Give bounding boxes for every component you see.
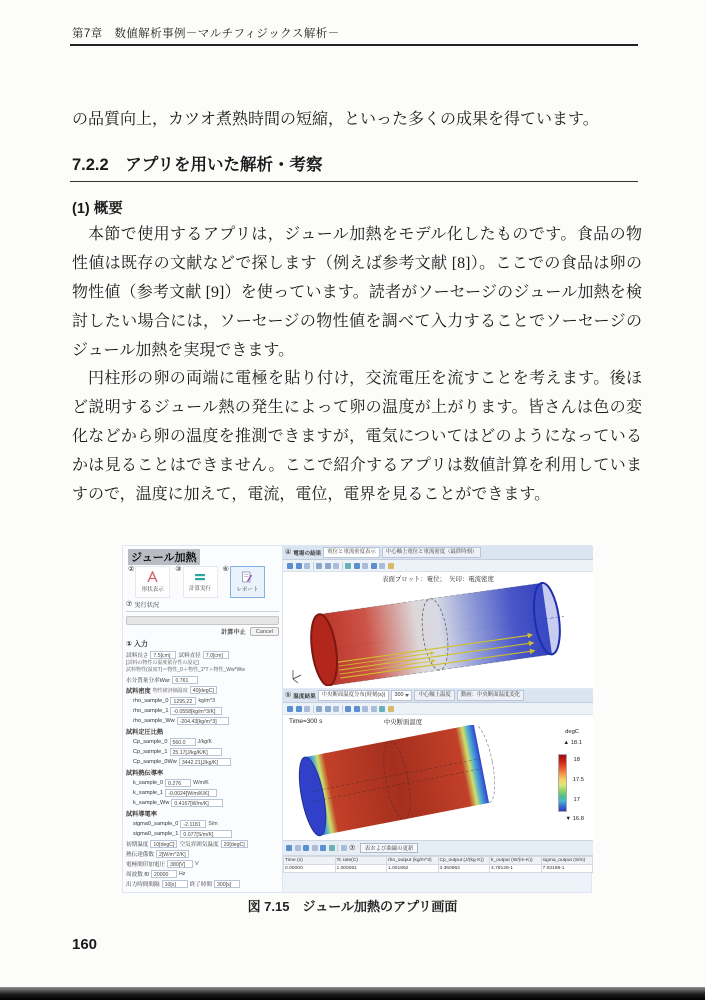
annotation-4: ④ xyxy=(285,548,292,556)
temperature-tabbar xyxy=(283,689,593,703)
air-temp-field[interactable]: 20[degC] xyxy=(221,840,248,848)
settings-icon[interactable] xyxy=(329,845,335,851)
cp1-label: Cp_sample_1 xyxy=(133,748,168,755)
annotation-7: ⑦ xyxy=(126,600,133,608)
time-dropdown-value: 300 xyxy=(394,692,404,698)
annotation-6: ⑥ xyxy=(222,565,229,573)
annotation-1: ① xyxy=(126,639,132,648)
results-header-row xyxy=(284,857,593,865)
conductivity-title: 試料熱伝導率 xyxy=(126,769,164,777)
rotate-icon[interactable] xyxy=(325,706,331,712)
electrical-heading-row xyxy=(126,809,279,818)
figure-caption: 図 7.15 ジュール加熱のアプリ画面 xyxy=(247,899,458,914)
report-button-label: レポート xyxy=(236,587,259,593)
report-button[interactable] xyxy=(230,566,265,598)
rho1-label: rho_sample_1 xyxy=(133,707,169,714)
intro-line: の品質向上，カツオ煮熟時間の短縮，といった多くの成果を得ています。 xyxy=(72,111,599,128)
progress-bar xyxy=(126,616,279,625)
annotation-3: ③ xyxy=(175,565,182,573)
init-temp-label: 初期温度 xyxy=(126,841,149,848)
app-ribbon xyxy=(128,566,279,598)
geometry-icon xyxy=(146,571,159,583)
sigma0-unit: S/m xyxy=(208,820,218,827)
table-icon[interactable] xyxy=(286,845,292,851)
colorbar-tick: 17 xyxy=(573,797,580,803)
results-data-row xyxy=(284,865,593,873)
section-heading: 7.2.2 アプリを用いた解析・考察 xyxy=(72,156,323,174)
cell-time: 0.00000 xyxy=(284,865,336,873)
zoom-extents-icon[interactable] xyxy=(304,706,310,712)
cell-cp-output: 3.360963 xyxy=(438,865,490,873)
paragraph-1: 本節で使用するアプリは，ジュール加熱をモデル化したものです。食品の物性値は既存の文献などで探します（例えば参考文献 [8]）。ここでの食品は卵の物性値（参考文献 [9]）を使っています。読者がソーセージのジュール加熱を検討したい場合には，ソーセージの物性値を調べて入力することでソーセージのジュール加熱を実現できます。 xyxy=(72,226,642,359)
sample-length-field[interactable]: 7.5[cm] xyxy=(150,651,176,659)
time-row xyxy=(126,880,279,888)
kWw-label: k_sample_Ww xyxy=(133,799,170,806)
field-tabbar xyxy=(283,546,593,560)
temperature-group-label: 温度結果 xyxy=(293,693,316,700)
view-select-icon[interactable] xyxy=(354,563,360,569)
cpWw-field[interactable]: 3442.21[J/kg/K] xyxy=(179,758,231,766)
specific-heat-title: 試料定圧比熱 xyxy=(126,728,164,736)
k0-field[interactable]: 0.276 xyxy=(165,779,191,787)
subsection-heading: (1) 概要 xyxy=(72,201,123,217)
annotation-2: ② xyxy=(128,565,135,573)
cell-tc-rate: 1.000061 xyxy=(335,865,387,873)
go-to-view-icon[interactable] xyxy=(333,563,339,569)
moisture-row xyxy=(126,676,279,684)
conductivity-row xyxy=(133,779,279,787)
k0-label: k_sample_0 xyxy=(133,779,164,786)
density-heading-row xyxy=(126,686,279,695)
sample-diameter-field[interactable]: 7.0[cm] xyxy=(203,651,229,659)
results-toolbar xyxy=(283,840,593,856)
section-rule xyxy=(70,181,638,182)
print-icon[interactable] xyxy=(371,563,377,569)
zoom-out-icon[interactable] xyxy=(296,706,302,712)
conductivity-row xyxy=(133,789,279,797)
tab-axis-temperature[interactable]: 中心軸上温度 xyxy=(414,690,454,701)
image-export-icon[interactable] xyxy=(388,706,394,712)
app-right-panel xyxy=(283,546,593,892)
property-note-2: 試料物性(温度T)＝物性_0＋物性_1*T＋物性_Ww*Ww xyxy=(126,667,245,674)
specific-heat-row xyxy=(133,758,279,766)
annotation-5: ⑤ xyxy=(285,691,292,699)
cp0-field[interactable]: 560.0 xyxy=(170,738,196,746)
sigma0-field[interactable]: -2.1181 xyxy=(180,820,206,828)
copy-icon[interactable] xyxy=(295,845,301,851)
specific-heat-row xyxy=(133,738,279,746)
results-table xyxy=(283,856,593,873)
frequency-field[interactable]: 20000 xyxy=(151,870,177,878)
rhoWw-field[interactable]: -204.43[kg/m^3] xyxy=(177,717,229,725)
cp0-unit: J/kg/K xyxy=(197,738,212,745)
rhoWw-label: rho_sample_Ww xyxy=(133,717,175,724)
colorbar-min: ▼ 16.8 xyxy=(565,816,584,822)
htc-label: 熱伝達係数 xyxy=(126,851,154,858)
cp1-field[interactable]: 25.17[J/kg/K/K] xyxy=(170,748,222,756)
temperature-plot xyxy=(283,715,593,840)
compute-icon xyxy=(194,572,206,582)
htc-field[interactable]: 2[W/m^2/K] xyxy=(156,850,189,858)
annotation-7b: ⑦ xyxy=(349,843,356,852)
zoom-in-icon[interactable] xyxy=(287,563,293,569)
specific-heat-heading-row xyxy=(126,727,279,736)
cancel-text: 計算中止 xyxy=(221,629,246,636)
electrical-title: 試料導電率 xyxy=(126,810,157,818)
cell-rho-output: 1.001862 xyxy=(387,865,439,873)
compute-button-label: 計算実行 xyxy=(189,586,212,592)
frequency-row xyxy=(126,870,279,878)
compute-button[interactable] xyxy=(183,566,218,598)
cpWw-label: Cp_sample_0Ww xyxy=(133,758,177,765)
input-section-title: 入力 xyxy=(133,641,148,648)
moisture-field[interactable]: 0.761 xyxy=(172,676,198,684)
zoom-extents-icon[interactable] xyxy=(304,563,310,569)
cell-sigma-output: 7.03198-1 xyxy=(541,865,593,873)
temperature-plot-title: 中央断面温度 xyxy=(383,719,423,726)
app-left-panel xyxy=(123,546,283,892)
tab-axis-potential[interactable]: 中心軸上電位と電流密度（最終時刻） xyxy=(382,547,482,558)
col-cp-output[interactable]: Cp_output (J/(kg·K)) xyxy=(438,857,490,865)
refresh-icon[interactable] xyxy=(341,845,347,851)
end-time-field[interactable]: 300[s] xyxy=(214,880,240,888)
temperature-cylinder-graphic xyxy=(287,725,527,837)
pan-icon[interactable] xyxy=(316,706,322,712)
voltage-row xyxy=(126,860,279,868)
sample-size-row xyxy=(126,651,279,659)
density-row xyxy=(133,697,279,705)
precision-icon[interactable] xyxy=(312,845,318,851)
scan-edge xyxy=(0,987,705,1000)
stop-icon[interactable] xyxy=(354,706,360,712)
toolbar-separator xyxy=(342,705,343,713)
sample-length-label: 試料長さ xyxy=(126,653,149,659)
sort-icon[interactable] xyxy=(303,845,309,851)
colorbar xyxy=(558,754,567,812)
rho0-unit: kg/m^3 xyxy=(198,697,216,704)
density-title: 試料密度 xyxy=(126,687,151,695)
time-label: Time=300 s xyxy=(289,718,323,725)
frame-back-icon[interactable] xyxy=(362,706,368,712)
colorbar-max: ▲ 18.1 xyxy=(563,740,582,746)
scene-light-icon[interactable] xyxy=(345,563,351,569)
tab-potential-current[interactable]: 電位と電流密度表示 xyxy=(323,547,380,558)
htc-row xyxy=(126,850,279,858)
field-group-label: 電場の結果 xyxy=(293,550,322,557)
toolbar-separator xyxy=(313,562,314,570)
zoom-out-icon[interactable] xyxy=(296,563,302,569)
header-rule xyxy=(70,44,638,46)
tab-midplane-temperature[interactable]: 中央断面温度分布(時刻(s)) xyxy=(318,690,390,701)
col-k-output[interactable]: k_output (W/(m·K)) xyxy=(490,857,542,865)
rotate-icon[interactable] xyxy=(325,563,331,569)
density-eval-field[interactable]: 40[degC] xyxy=(190,686,217,694)
electrical-row xyxy=(133,820,279,828)
voltage-unit: V xyxy=(195,860,199,867)
cancel-row xyxy=(126,627,279,636)
end-time-label: 終了時間 xyxy=(189,881,212,888)
page-number: 160 xyxy=(72,936,98,953)
sigma1-field[interactable]: 0.077[S/m/K] xyxy=(180,830,232,838)
rho0-field[interactable]: 1295.22 xyxy=(170,697,196,705)
progress-label: 実行状況 xyxy=(134,602,160,609)
paragraph-2: 円柱形の卵の両端に電極を貼り付け，交流電圧を流すことを考えます。後ほど説明するジュール熱の発生によって卵の温度が上がります。皆さんは色の変化などから卵の温度を推測できますが，電気についてはどのようになっているかは見ることはできません。ここで紹介するアプリは数値計算を利用していますので，温度に加えて，電流，電位，電界を見ることができます。 xyxy=(72,370,642,503)
snapshot-icon[interactable] xyxy=(379,563,385,569)
toolbar-separator xyxy=(337,844,338,852)
colorbar-unit: degC xyxy=(565,729,579,735)
cancel-button[interactable]: Cancel xyxy=(250,627,279,636)
voltage-field[interactable]: 380[V] xyxy=(167,860,193,868)
cell-k-output: 4.79128-1 xyxy=(490,865,542,873)
geometry-button-label: 形状表示 xyxy=(141,587,164,593)
temperature-row xyxy=(126,840,279,848)
running-header: 第7章 数値解析事例－マルチフィジックス解析－ xyxy=(72,28,340,40)
k0-unit: W/m/K xyxy=(193,779,209,786)
air-temp-label: 空気雰囲気温度 xyxy=(179,841,219,848)
image-export-icon[interactable] xyxy=(388,563,394,569)
density-row xyxy=(133,717,279,725)
col-tc-rate[interactable]: Tc rate(C) xyxy=(335,857,387,865)
interval-field[interactable]: 10[s] xyxy=(162,880,188,888)
potential-cylinder-graphic xyxy=(283,582,593,686)
cp0-label: Cp_sample_0 xyxy=(133,738,168,745)
play-icon[interactable] xyxy=(345,706,351,712)
rho0-label: rho_sample_0 xyxy=(133,697,169,704)
chevron-down-icon xyxy=(405,694,409,697)
potential-plot-title: 表面プロット：電位； 矢印：電流密度 xyxy=(382,576,494,583)
frequency-label: 周波数 f0 xyxy=(126,871,150,878)
loop-icon[interactable] xyxy=(379,706,385,712)
electrical-row xyxy=(133,830,279,838)
geometry-button[interactable] xyxy=(135,566,170,598)
property-note-1: [試料の物性の温度依存性の設定] xyxy=(126,660,199,666)
specific-heat-row xyxy=(133,748,279,756)
go-to-view-icon[interactable] xyxy=(333,706,339,712)
app-screenshot xyxy=(122,545,592,893)
toolbar-separator xyxy=(342,562,343,570)
k1-label: k_sample_1 xyxy=(133,789,164,796)
axis-triad-icon xyxy=(293,670,301,683)
export-icon[interactable] xyxy=(320,845,326,851)
col-rho-output[interactable]: rho_output (kg/m^3) xyxy=(387,857,439,865)
time-dropdown[interactable] xyxy=(391,690,412,701)
interval-label: 出力時間間隔 xyxy=(126,881,160,888)
potential-plot xyxy=(283,572,593,689)
sigma0-label: sigma0_sample_0 xyxy=(133,820,179,827)
moisture-label: 水分質量分率Ww: xyxy=(126,677,171,684)
colorbar-tick: 18 xyxy=(573,757,580,763)
colorbar-tick: 17.5 xyxy=(572,777,584,783)
update-table-button[interactable]: 表および曲線の更新 xyxy=(360,843,419,853)
input-section-heading xyxy=(126,639,279,649)
voltage-label: 電極間印加電圧 xyxy=(126,861,166,868)
sigma1-label: sigma0_sample_1 xyxy=(133,830,179,837)
toolbar-separator xyxy=(313,705,314,713)
conductivity-heading-row xyxy=(126,768,279,777)
density-eval-label: 物性値評価温度 xyxy=(152,687,188,694)
transparency-icon[interactable] xyxy=(362,563,368,569)
init-temp-field[interactable]: 10[degC] xyxy=(150,840,177,848)
col-time[interactable]: Time (s) xyxy=(284,857,336,865)
rho1-field[interactable]: -0.0558[kg/m^3/K] xyxy=(170,707,222,715)
app-title: ジュール加熱 xyxy=(128,549,200,565)
k1-field[interactable]: -0.0024[W/m/K/K] xyxy=(165,789,217,797)
tab-animation[interactable]: 動画：中央断面温度変化 xyxy=(457,690,524,701)
kWw-field[interactable]: 0.4167[W/m/K] xyxy=(171,799,223,807)
progress-section-label xyxy=(126,600,279,612)
plot2-toolbar xyxy=(283,703,593,715)
frame-forward-icon[interactable] xyxy=(371,706,377,712)
sample-diameter-label: 試料直径 xyxy=(178,653,201,659)
report-icon xyxy=(241,571,253,583)
plot1-toolbar xyxy=(283,560,593,572)
zoom-in-icon[interactable] xyxy=(287,706,293,712)
pan-icon[interactable] xyxy=(316,563,322,569)
frequency-unit: Hz xyxy=(179,870,186,877)
conductivity-row xyxy=(133,799,279,807)
density-row xyxy=(133,707,279,715)
col-sigma-output[interactable]: sigma_output (S/m) xyxy=(541,857,593,865)
